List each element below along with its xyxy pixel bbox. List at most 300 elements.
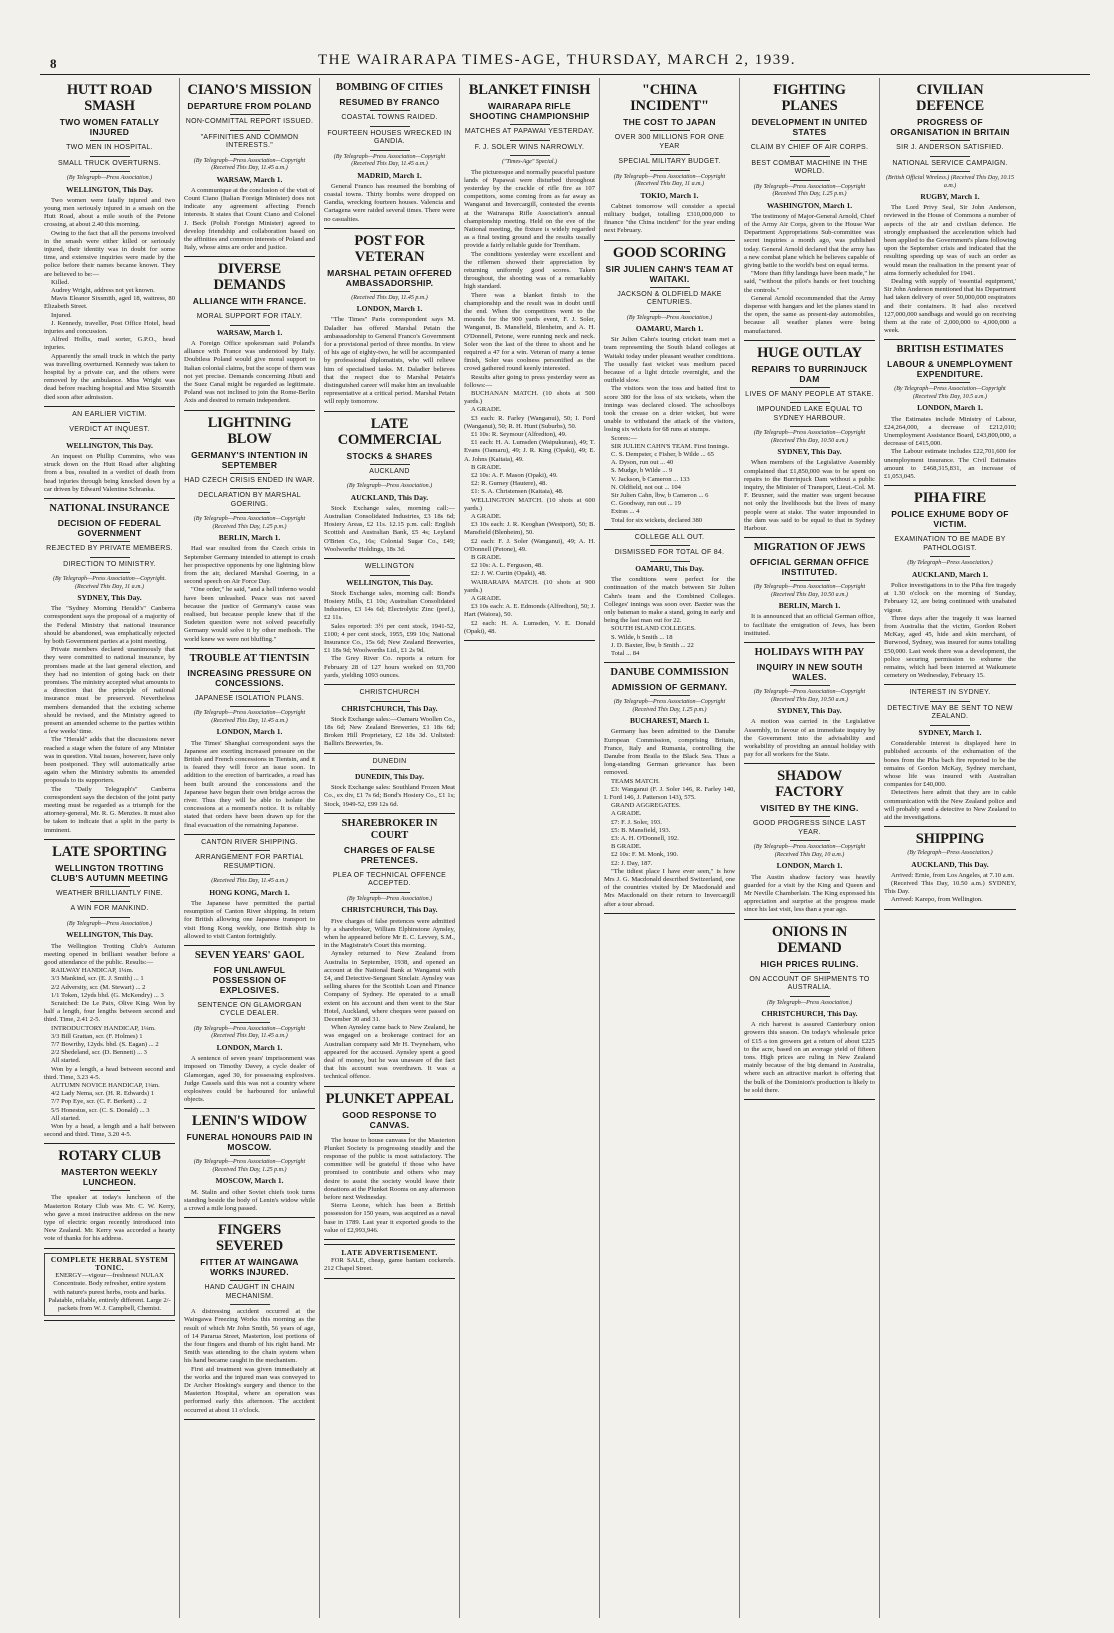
article-headline: ROTARY CLUB [58,1148,161,1165]
article-deck: EXAMINATION TO BE MADE BY PATHOLOGIST. [894,536,1006,552]
article-deck: AUCKLAND [369,467,410,475]
column-5 [600,78,740,1618]
article-paragraph: "One order," he said, "and a hell inferno would have been unleashed. Peace was not saved because the justice of Germany's cause was realised, but because people knew that if the Sudeten question were not solved peacefully Germany would solve it by other methods. The world knew we were not bluffing." [184,586,315,643]
article-headline: DANUBE COMMISSION [610,667,729,679]
article-dateline: LONDON, March 1. [216,1042,283,1052]
deck-separator [510,140,550,141]
article-deck: DIRECTION TO MINISTRY. [63,560,156,568]
deck-separator [230,114,270,115]
article-dateline: WARSAW, March 1. [216,327,283,337]
article-separator [44,406,175,407]
article [884,490,1016,680]
article [324,233,455,407]
article-paragraph: A communique at the conclusion of the visit of Count Ciano (Italian Foreign Minister) does not indicate any agreement affecting French interests. It states that Count Ciano and Colonel J. Beck (Polish Foreign Minister) agreed to develop friendship and collaboration based on the affinities and common interests of Poland and Italy, whose aims are order and justice. [184,186,315,252]
article [324,82,455,224]
advertisement-title: COMPLETE HERBAL SYSTEM TONIC. [50,1254,169,1272]
article-headline: MIGRATION OF JEWS [753,542,866,554]
article-paragraph: BUCHANAN MATCH. (10 shots at 500 yards.) [464,389,595,406]
article-deck: ON ACCOUNT OF SHIPMENTS TO AUSTRALIA. [749,975,870,992]
deck-separator [790,840,830,841]
article [184,653,315,830]
article-deck: CLAIM BY CHIEF OF AIR CORPS. [750,144,869,151]
article-paragraph: J. D. Baxter, lbw, b Smith ... 22 [611,641,694,649]
article-paragraph: £5: B. Mansfield, 193. [611,826,671,834]
article-paragraph: £7: F. J. Soler, 193. [611,818,662,826]
article-dateline: BUCHAREST, March 1. [630,716,709,726]
article-paragraph: £1: S. A. Christensen (Kaitaia), 48. [471,488,564,496]
article-paragraph: Sierra Leone, which has been a British possession for 150 years, was acquired as a naval base in 1789. Last year it exported goods to the value of £2,993,946. [324,1202,455,1234]
deck-separator [790,972,830,973]
article-credit: (Received This Day, 11.45 p.m.) [351,294,428,301]
article [324,1091,455,1235]
article-deck: SENTENCE ON GLAMORGAN CYCLE DEALER. [197,1001,302,1018]
deck-separator [90,541,130,542]
deck-separator [370,575,410,576]
article-paragraph: £3: Wanganui (F. J. Soler 146, R. Farley 140, I. Ford 146, J. Patterson 143), 575. [604,785,735,801]
deck-separator [650,287,690,288]
deck-separator [370,464,410,465]
deck-separator [230,1304,270,1305]
article-dateline: CHRISTCHURCH, This Day. [341,905,438,915]
article [44,1253,175,1316]
deck-separator [230,488,270,489]
deck-separator [370,291,410,292]
article-paragraph: There was a blanket finish to the championship and the result was in doubt until the end. When the competitors went to the mounds for the 900 yards event, F. J. Soler, Wanganui, B. Mansfield, Blenheim, and A. H. O'Donnell, Petone, were running neck and neck. Soler won the last of the three to shoot and he required a 47 for a win. Veteran of many a tense finish, Soler was coolness personified as the crowd gathered round keenly interested. [464,291,595,373]
article [604,245,735,525]
article [44,503,175,835]
deck-separator [790,387,830,388]
article-paragraph: Scores:— [611,434,638,442]
article-paragraph: 2/2 Adversity, scr. (M. Stewart) ... 2 [51,983,146,991]
article-headline: HOLIDAYS WITH PAY [754,647,865,659]
article-paragraph: Stock Exchange sales, morning call:—Australian Consolidated Industries, £3 18s 6d; Hosiery Areas, £2 11s. 12.15 p.m. call: English Scottish and Australian Bank, £5 4s; Leyland O'Brien Co., 16s; Colonial Sugar Co., £49; Woolworths' Holdings, 18s 3d. [324,504,455,553]
article-separator [184,1108,315,1109]
article-paragraph: 2/2 Shedeland, scr. (D. Bennett) ... 3 [51,1049,147,1057]
article [324,563,455,680]
article-paragraph: Owing to the fact that all the persons involved in the smash were either killed or seriously injured, their identity was in doubt for some time, and extensive inquiries were made by the police before their names became known. They are believed to be:— [44,229,175,278]
article-credit: (By Telegraph—Press Association—Copyright (Received This Day, 1.25 p.m.) [193,1159,306,1173]
article-paragraph: A sentence of seven years' imprisonment was imposed on Timothy Davey, a cycle dealer of Glamorgan, aged 30, for possessing explosives. Judge Cassels said this was not a country where explosives could be harboured for unlawful objects. [184,1055,315,1104]
article-paragraph: Police investigations in to the Piha fire tragedy at 1.30 o'clock on the morning of Sunday, February 12, are being continued with unabated vigour. [884,581,1016,614]
article-deck: ARRANGEMENT FOR PARTIAL RESUMPTION. [195,854,304,870]
article-deck: NATIONAL SERVICE CAMPAIGN. [892,159,1008,167]
article-paragraph: The Japanese have permitted the partial resumption of Canton River shipping. In return for British allowing one Japanese transport to visit Hong Kong weekly, one British ship is allowed to visit Canton fortnightly. [184,899,315,940]
article-deck: OVER 300 MILLIONS FOR ONE YEAR [614,134,725,150]
article-paragraph: Sir Julien Cahn's touring cricket team met a team representing the South Island colleges at Waitaki today under pleasant weather conditions. The usually fast wicket was medium paced because of a light drizzle overnight, and the outfield slow. [604,336,735,385]
article-paragraph: Won by a length, a head between second and third. Time, 3.23 4-5. [44,1065,175,1081]
article-credit: (By Telegraph—Press Association.) [66,920,153,927]
article-paragraph: Had war resulted from the Czech crisis in September Germany intended to attempt to crush her prospective opponents by one lightning blow from the air, declared Marshal Goering, in a second speech on Air Force Day. [184,545,315,586]
article-deck: TWO MEN IN HOSPITAL. [66,144,153,151]
article-paragraph: The visitors won the toss and batted first to score 380 for the loss of six wickets, when the innings was declared closed. The schoolboys took the crease on a drier wicket, but were unable to withstand the attack of the visitors, losing six wickets for 68 runs at stumps. [604,385,735,434]
article-deck: MORAL SUPPORT FOR ITALY. [196,313,303,321]
article-deck: DISMISSED FOR TOTAL OF 84. [614,549,725,557]
article-deck: HAD CZECH CRISIS ENDED IN WAR. [184,476,315,484]
article [44,1148,175,1243]
page-number: 8 [50,56,57,71]
article-deck: HAND CAUGHT IN CHAIN MECHANISM. [204,1284,295,1300]
article-paragraph: B GRADE. [611,843,642,851]
article-paragraph: Mavis Eleanor Sixsmith, aged 18, waitress, 80 Elizabeth Street. [44,295,175,311]
article [324,818,455,1082]
article-deck: STOCKS & SHARES [346,450,433,461]
article-credit: (By Telegraph—Press Association.) [766,999,853,1006]
article-separator [324,1239,455,1240]
article-paragraph: It is announced that an official German office, to facilitate the emigration of Jews, has been instituted. [744,613,875,637]
article-headline: CIVILIAN DEFENCE [916,82,984,114]
deck-separator [930,556,970,557]
article-deck: BEST COMBAT MACHINE IN THE WORLD. [751,159,868,175]
article-headline: DIVERSE DEMANDS [213,261,286,294]
article-paragraph: B GRADE. [471,554,502,562]
article-deck: DECLARATION BY MARSHAL GOERING. [198,492,301,508]
article-headline: HUTT ROAD SMASH [66,82,153,114]
article-paragraph: Stock Exchange sales:—Oamaru Woollen Co., 18s 6d; New Zealand Breweries, £1 18s 6d; Broken Hill Proprietary, £2 18s 3d. Unlisted: Ballin's Breweries, 9s. [324,715,455,748]
article-dateline: OAMARU, March 1. [635,324,704,334]
article-credit: (By Telegraph—Press Association—Copyright (Received This Day, 1.25 p.m.) [753,183,866,197]
article-paragraph: A Foreign Office spokesman said Poland's alliance with France was understood by Italy. Doubtless Poland would give moral support to Italian colonial claims, but the scope of them was not yet precise. Demands concerning Jibuti and the Suez Canal might be regarded as legitimate. Poland was not inclined to join the Rome-Berlin Axis and desired to remain independent. [184,340,315,405]
article-separator [324,1278,455,1279]
article-paragraph: £3: A. H. O'Donnell, 192. [611,834,679,842]
article-separator [324,753,455,754]
article-headline: SEVEN YEARS' GAOL [194,949,305,961]
deck-separator [930,532,970,533]
article-paragraph: The picturesque and normally peaceful pasture lands of Papawai were disturbed throughout yesterday by the crackle of rifle fire as 107 competitors, some coming from as far away as Wanganui and Invercargill, contested the events at the Wairarapa Rifle Association's annual championship meeting. Held on the eve of the National meeting, the fixture is widely regarded as a final testing ground and the results usually provide a fairly reliable guide for Trentham. [464,168,595,250]
article-separator [604,913,735,914]
article-paragraph: A rich harvest is assured Canterbury onion growers this season. On today's wholesale price of £15 a ton growers get a return of about £225 to the acre, based on an average yield of fifteen tons. High prices are ruling in New Zealand mainly because of the big demand in Australia, where such an attractive market is offering that the bulk of the Dominion's production is likely to be sold there. [744,1021,875,1094]
article-paragraph: Audrey Wright, address not yet known. [51,286,155,294]
article-dateline: AUCKLAND, This Day. [350,492,429,502]
deck-separator [90,171,130,172]
article [44,82,175,402]
article-dateline: SYDNEY, This Day. [777,706,842,716]
deck-separator [90,901,130,902]
article-deck: VERDICT AT INQUEST. [69,426,150,434]
article-paragraph: Considerable interest is displayed here in published accounts of the exhumation of the bones from the Piha bach fire reported to be the remains of Gordon McKay, Sydney merchant, whose life was insured with Australian companies for £40,000. [884,740,1016,789]
article-credit: (By Telegraph—Press Association—Copyright (Received This Day, 1.25 p.m.) [613,699,726,713]
article-paragraph: J. Kennedy, traveller, Post Office Hotel, head injuries and concussion. [44,319,175,335]
article-dateline: WELLINGTON, This Day. [346,577,433,587]
article-paragraph: The Austin shadow factory was heavily guarded for a visit by the King and Queen and Mr Neville Chamberlain. The King expressed his appreciation and surprise at the progress made since his last visit, less than a year ago. [744,873,875,914]
article-deck: DETECTIVE MAY BE SENT TO NEW ZEALAND. [887,704,1013,721]
article [184,839,315,941]
article-dateline: RUGBY, March 1. [920,192,980,201]
article-paragraph: All started. [51,1057,81,1065]
article-headline: FIGHTING PLANES [773,82,846,114]
article-separator [184,256,315,257]
article-separator [884,684,1016,685]
article-paragraph: The Times' Shanghai correspondent says the Japanese are exerting increased pressure on the British and French concessions in Tientsin, and it is feared they will force an issue soon. In addition to the erection of barricades, a road has been built around the concessions and the Japanese have begun their own bridge across the river. Thus they will be able to isolate the concessions at a moment's notice. It is reliably stated that orders have been drawn up for the final evacuation of the remaining Japanese. [184,739,315,829]
article-paragraph: General Franco has resumed the bombing of coastal towns. Thirty bombs were dropped on Gandia, wrecking fourteen houses. Valencia and Cartagena were raided several times. There were no casualties. [324,182,455,223]
article-deck: WEATHER BRILLIANTLY FINE. [55,889,164,897]
article-paragraph: 7/7 Bowrthy, 12yds. bhd. (S. Eagan) ... 2 [51,1041,159,1049]
article-deck: GERMANY'S INTENTION IN SEPTEMBER [191,449,308,470]
article-deck: POLICE EXHUME BODY OF VICTIM. [891,509,1009,530]
article-paragraph: Arrived: Ernie, from Los Angeles, at 7.10 a.m. [891,871,1015,879]
deck-separator [790,685,830,686]
article-dateline: AUCKLAND, This Day. [911,859,989,869]
deck-separator [370,892,410,893]
article-deck: CANTON RIVER SHIPPING. [201,838,298,846]
article-credit: (By Telegraph—Press Association—Copyright (Received This Day, 11 a.m.) [613,173,726,187]
article-paragraph: Stock Exchange sales, morning call: Bond's Hosiery Mills, £1 10s; Australian Consolidated Industries, £3 14s 6d; Electrolytic Zinc (pref.), £2 11s. [324,589,455,622]
article [604,534,735,658]
article-separator [744,642,875,643]
article-dateline: WARSAW, March 1. [216,174,283,184]
article-paragraph: A. Dyson, run out ... 40 [611,459,674,467]
deck-separator [650,170,690,171]
deck-separator [90,572,130,573]
article-paragraph: Won by a head, a length and a half between second and third. Time, 3.20 4-5. [44,1123,175,1139]
article-paragraph: "More than fifty landings have been made," he said, "without the pilot's hands or feet touching the controls." [744,270,875,294]
article-deck: INTEREST IN SYDNEY. [909,689,991,697]
article-paragraph: The Labour estimate includes £22,701,600 for unemployment insurance. The Civil Estimates amount to £468,315,831, an increase of £1,053,045. [884,448,1016,481]
article-headline: FINGERS SEVERED [215,1222,284,1255]
article-deck: GOOD PROGRESS SINCE LAST YEAR. [753,820,866,836]
article-paragraph: Aynsley returned to New Zealand from Australia in September, 1938, and opened an account at the National Bank at Wanganui with £4, and Detective-Sergeant Sinclair. Aynsley was selling shares for the Scottish Loan and Finance Company of Sydney. He operated to a small extent on his account and then went to the Star Hotel, Auckland, where cheques were passed on December 30 and 31. [324,950,455,1023]
article-separator [324,411,455,412]
article-dateline: LONDON, March 1. [917,403,983,413]
article [884,831,1016,905]
deck-separator [790,816,830,817]
article-headline: PLUNKET APPEAL [325,1090,454,1107]
article-separator [744,1099,875,1100]
article [324,689,455,749]
article-headline: LATE COMMERCIAL [337,415,442,448]
article-paragraph: Germany has been admitted to the Danube European Commission, comprising Britain, France, Italy and Rumania, controlling the Danube from Braila to the Black Sea. Thus a long-standing German grievance has been removed. [604,728,735,777]
article-credit: (By Telegraph—Press Association—Copyright (Received This Day, 11.45 a.m.) [193,710,306,724]
article-paragraph: N. Oldfield, not out ... 104 [611,483,681,491]
article-separator [184,834,315,835]
article [44,844,175,1140]
article [184,1222,315,1415]
article-deck: DEVELOPMENT IN UNITED STATES [751,117,868,137]
article-deck: SPECIAL MILITARY BUDGET. [618,158,721,165]
article-paragraph: An inquest on Phillip Cummins, who was struck down on the Hutt Road after alighting from a bus, resulted in a verdict of death from head injuries through being knocked down by a car driven by Edward Valentine Schranka. [44,452,175,493]
article-paragraph: All started. [51,1114,81,1122]
article-paragraph: AUTUMN NOVICE HANDICAP, 1¼m. [51,1082,160,1090]
article-paragraph: C. S. Dempster, c Fisher, b Wilde ... 65 [611,451,714,459]
article-paragraph: Two women were fatally injured and two young men seriously injured in a smash on the Hutt Road, about a mile south of the Petone crossing, at about 2.40 this morning. [44,196,175,229]
deck-separator [370,769,410,770]
article [604,667,735,909]
article-deck: WAIRARAPA RIFLE SHOOTING CHAMPIONSHIP [469,101,590,121]
deck-separator [790,156,830,157]
column-2 [180,78,320,1618]
article-paragraph: "The Times" Paris correspondent says M. Daladier has offered Marshal Petain the ambassadorship to General Franco's Government for a provisional period of three months. In view of his age of eighty-two, he will be accompanied by professional diplomatists, who will relieve him of specialised tasks. M. Daladier believes that the respect due to Marshal Petain's distinguished career will make him an invaluable representative at a critical period. Marshal Petain will reply tomorrow. [324,316,455,406]
article-separator [44,1143,175,1144]
article-dateline: DUNEDIN, This Day. [354,772,425,782]
article-deck: A WIN FOR MANKIND. [70,905,149,913]
article-headline: ONIONS IN DEMAND [771,923,848,956]
deck-separator [370,479,410,480]
article [884,82,1016,335]
article-paragraph: The speaker at today's luncheon of the Masterton Rotary Club was Mr. C. W. Kerry, who gave a most instructive address on the new type of electric organ recently introduced into New Zealand. Mr. Kerry was accorded a hearty vote of thanks for his address. [44,1194,175,1243]
article-credit: ("Times-Age" Special.) [501,159,558,165]
article-separator [604,529,735,530]
article-paragraph: £3 each: R. Farley (Wanganui), 50; I. Ford (Wanganui), 50; R. H. Hunt (Suburbs), 50. [464,414,595,430]
article-dateline: WELLINGTON, This Day. [66,930,153,940]
article-deck: RESUMED BY FRANCO [339,97,440,107]
deck-separator [930,701,970,702]
article-deck: MASTERTON WEEKLY LUNCHEON. [61,1167,158,1188]
article-paragraph: Dealing with supply of 'essential equipment,' Sir John Anderson mentioned that his Department had taken delivery of over 50,000,000 respirators and their containers. It had also received 127,000,000 sandbags and would go on receiving them at the rate of 2,000,000 to 4,000,000 a week. [884,278,1016,335]
article-paragraph: Private members declared unanimously that they were committed to national insurance, by promises made at the last general election, and they had no intention of going back on their promises. The ministry accepted what amounts to a direction that the principle of national insurance must be preserved. Nevertheless members demanded that the existing scheme should be revised, and the Ministry agreed to present an amended scheme to the parties within a few weeks' time. [44,646,175,736]
article-deck: FOURTEEN HOUSES WRECKED IN GANDIA. [327,129,452,145]
article-deck: FOR UNLAWFUL POSSESSION OF EXPLOSIVES. [212,964,287,995]
deck-separator [930,725,970,726]
article-separator [464,640,595,641]
article-deck: DECISION OF FEDERAL GOVERNMENT [57,518,162,538]
article-headline: HUGE OUTLAY [757,344,862,361]
article [324,1244,455,1274]
article-headline: BOMBING OF CITIES [336,82,443,93]
article-deck: THE COST TO JAPAN [623,117,716,127]
article-credit: (By Telegraph—Press Association.) [346,483,433,490]
deck-separator [510,155,550,156]
deck-separator [230,512,270,513]
article [884,344,1016,481]
article-paragraph: A motion was carried in the Legislative Assembly, in favour of an immediate inquiry by the Government into the advisability and workability of providing an annual holiday with pay for all workers for the State. [744,718,875,759]
article-paragraph: First aid treatment was given immediately at the works and the injured man was conveyed to Dr Archer Hosking's surgery and thence to the Masterton Hospital, where an operation was performed early this afternoon. The accident occurred at about 11 o'clock. [184,1365,315,1414]
article-separator [744,340,875,341]
article-deck: INQUIRY IN NEW SOUTH WALES. [756,662,863,683]
article-paragraph: The Lord Privy Seal, Sir John Anderson, reviewed in the House of Commons a number of aspects of the air and civilian defence. He strongly emphasised the acceleration which had been applied to the Government's plans following upon the September crisis and indicated that the resulting speeding up was of such an order as would mean the realisation in the present year of aims formerly scheduled for 1941. [884,204,1016,277]
column-4 [460,78,600,1618]
deck-separator [790,180,830,181]
deck-separator [90,140,130,141]
article-headline: POST FOR VETERAN [354,232,425,265]
column-1 [40,78,180,1618]
article-credit: (By Telegraph—Press Association.) [907,850,993,857]
article-separator [324,228,455,229]
late-ad-heading: LATE ADVERTISEMENT. [341,1248,438,1258]
article-dateline: BERLIN, March 1. [778,601,841,611]
article-paragraph: 3/3 Mankind, scr. (E. J. Smith) ... 1 [51,975,144,983]
article [744,768,875,914]
article-deck: COASTAL TOWNS RAIDED. [341,114,438,121]
article-paragraph: £2 10s: F. M. Monk, 190. [611,851,679,859]
article-paragraph: 5/5 Honestus, scr. (C. S. Donald) ... 3 [51,1106,150,1114]
article-headline: TROUBLE AT TIENTSIN [189,652,310,664]
article-paragraph: A distressing accident occurred at the Waingawa Freezing Works this morning as the result of which Mr John Smith, 56 years of age, of 14 Pararua Street, Masterton, lost portions of the four fingers and thumb of his right hand. Mr Smith was attending to the chain system when his hand became caught in the mechanism. [184,1308,315,1365]
deck-separator [930,156,970,157]
deck-separator [370,868,410,869]
article-headline: GOOD SCORING [612,244,727,261]
article [744,924,875,1096]
article-paragraph: S. Mudge, b Wilde ... 9 [611,467,673,475]
article-credit: (British Official Wireless.) (Received This Day, 10.15 a.m.) [886,175,1014,189]
article-headline: NATIONAL INSURANCE [49,503,170,514]
article-paragraph: Arrived: Karepo, from Wellington. [891,896,983,904]
article [184,82,315,252]
article-deck: VISITED BY THE KING. [760,803,859,814]
article-paragraph: Cabinet tomorrow will consider a special military budget, totalling £310,000,000 to finance "the China incident" for the year ending next February. [604,202,735,235]
article-deck: CHARGES OF FALSE PRETENCES. [343,844,436,865]
article [464,82,595,636]
article-deck: FITTER AT WAINGAWA WORKS INJURED. [200,1257,299,1278]
article-separator [324,558,455,559]
article-paragraph: £3 10s each: J. R. Keoghan (Westport), 50; B. Mansfield (Blenheim), 50. [464,521,595,537]
article-credit: (By Telegraph—Press Association—Copyright (Received This Day, 11.45 a.m.) [193,1025,306,1040]
article-credit: (By Telegraph—Press Association.) [66,175,153,181]
article-paragraph: Sir Julien Cahn, lbw, b Cameron ... 6 [611,492,709,500]
article-deck: PROGRESS OF ORGANISATION IN BRITAIN [890,117,1010,137]
article-deck: PLEA OF TECHNICAL OFFENCE ACCEPTED. [332,871,447,888]
article-dateline: LONDON, March 1. [356,304,423,314]
deck-separator [230,998,270,999]
article-credit: (Received This Day, 11.45 a.m.) [211,878,288,885]
article-paragraph: The testimony of Major-General Arnold, Chief of the Army Air Corps, given to the House War Department Appropriations Sub-committee was secret inquiries a month ago, was published today. General Arnold declared that the army has a new combat plane which he believes capable of giving battle to the world's best on equal terms. [744,212,875,269]
deck-separator [230,130,270,131]
article-separator [324,813,455,814]
article-separator [44,498,175,499]
deck-separator [230,691,270,692]
article-separator [44,1320,175,1321]
article-deck: MARSHAL PETAIN OFFERED AMBASSADORSHIP. [327,267,452,288]
article-paragraph: £3 10s each: A. E. Edmonds (Alfredton), 50; J. Hart (Waiora), 50. [464,603,595,619]
article-dateline: MADRID, March 1. [357,170,422,180]
article-headline: BRITISH ESTIMATES [896,344,1004,356]
article-credit: (By Telegraph—Press Association.) [346,895,433,902]
article-paragraph: WAIRARAPA MATCH. (10 shots at 900 yards.) [464,578,595,594]
article-paragraph: GRAND AGGREGATES. [611,802,681,810]
article-paragraph: Injured. [51,311,72,319]
column-3 [320,78,460,1618]
article-dateline: WELLINGTON, This Day. [66,440,153,450]
article-paragraph: Total for six wickets, declared 380 [611,516,703,524]
article-paragraph: Three days after the tragedy it was learned from Australia that the victim, Gordon Robert McKay, aged 45, hide and skin merchant, of Burwood, Sydney, was insured for sums totalling £50,000. Last week there was a development, the police securing permission to exhume the remains, which had been interred at Waikumete cemetery on Wednesday, February 15. [884,614,1016,680]
article-deck: OFFICIAL GERMAN OFFICE INSTITUTED. [749,557,870,578]
deck-separator [90,156,130,157]
deck-separator [650,695,690,696]
article-deck: AN EARLIER VICTIM. [72,410,147,418]
article-paragraph: £2 each: H. A. Lumsden, V. E. Donald (Opaki), 48. [464,619,595,635]
article-separator [44,839,175,840]
article-credit: (By Telegraph—Press Association—Copyright (Received This Day, 11.45 a.m.) [193,157,306,171]
article-paragraph: Stock Exchange sales: Southland Frozen Meat Co., ex div, £1 7s 6d; Bond's Hosiery Co., £1 1s; Stock, 1949-52, £99 12s 6d. [324,784,455,808]
article-deck: REJECTED BY PRIVATE MEMBERS. [46,545,173,552]
article-headline: SHIPPING [915,831,985,848]
article-paragraph: M. Stalin and other Soviet chiefs took turns standing beside the body of Lenin's widow while a crowd a mile long passed. [184,1188,315,1212]
deck-separator [230,874,270,875]
article-paragraph: SOUTH ISLAND COLLEGES. [611,625,696,633]
article-dateline: WELLINGTON, This Day. [66,184,153,194]
article-separator [744,537,875,538]
article-paragraph: 1/1 Token, 12yds bhd. (G. McKendry) ... 3 [51,991,164,999]
article-credit: (By Telegraph—Press Association—Copyright (Received This Day, 10.50 a.m.) [753,584,866,598]
article [324,758,455,809]
deck-separator [230,1280,270,1281]
article-deck: JACKSON & OLDFIELD MAKE CENTURIES. [617,290,722,307]
article-headline: CIANO'S MISSION [187,82,312,98]
article-separator [604,662,735,663]
article-deck: DEPARTURE FROM POLAND [187,101,312,111]
article-deck: WELLINGTON [364,563,415,571]
deck-separator [90,1190,130,1191]
article-separator [184,1217,315,1218]
article-headline: PIHA FIRE [914,490,986,507]
article-dateline: CHRISTCHURCH, This Day. [761,1009,858,1019]
article-paragraph: General Arnold recommended that the Army dispense with hangars and let the planes stand in the open, the same as present-day automobiles, because all weather planes were being manufactured. [744,294,875,335]
deck-separator [370,701,410,702]
article-paragraph: Results after going to press yesterday were as follows:— [464,373,595,389]
article-paragraph: B GRADE. [471,463,502,471]
article-credit: (By Telegraph—Press Association—Copyright. (Received This Day, 11 a.m.) [53,576,166,590]
article-credit: (By Telegraph—Press Association.) [626,314,713,321]
article-paragraph: The conditions yesterday were excellent and the riflemen showed their appreciation by returning uniformly good scores. Taken throughout, the shooting was of a remarkably high standard. [464,250,595,291]
article-dateline: CHRISTCHURCH, This Day. [341,703,438,713]
